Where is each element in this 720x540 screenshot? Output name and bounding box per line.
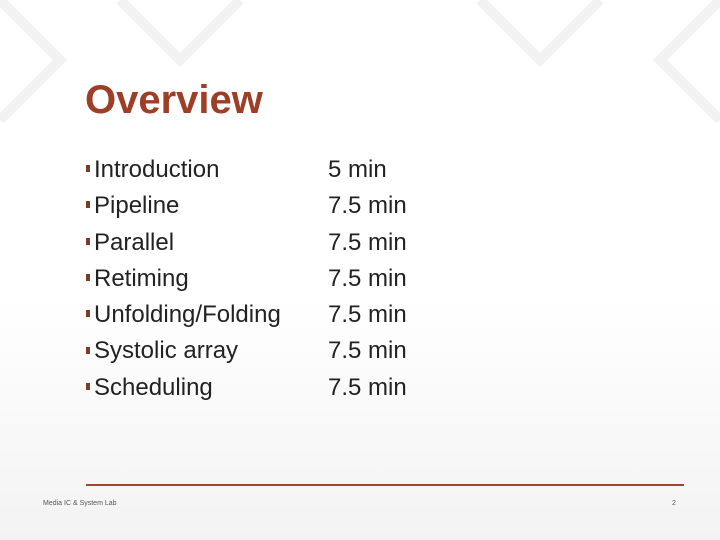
agenda-item-label: Scheduling [94,373,213,401]
agenda-item-label: Introduction [94,156,220,183]
agenda-item-label: Unfolding/Folding [94,301,281,329]
agenda-item-time: 7.5 min [328,192,407,220]
footer-text: Media IC & System Lab [43,500,117,507]
bullet-icon [86,201,90,208]
agenda-item [86,370,407,406]
agenda-item-label: Systolic array [94,337,239,365]
slide-title: Overview [85,78,263,122]
footer-divider [86,484,684,486]
bullet-icon [86,347,90,354]
agenda-item-time: 7.5 min [328,264,407,292]
agenda-item-time: 5 min [328,156,387,183]
agenda-item-label: Parallel [94,228,175,256]
agenda-item [86,261,407,297]
agenda-item-label: Retiming [94,264,189,292]
agenda-item-time: 7.5 min [328,337,407,365]
agenda-item-label: Pipeline [94,192,180,220]
agenda-item [86,333,407,369]
bullet-icon [86,165,90,172]
agenda-item [86,297,407,333]
agenda-item-time: 7.5 min [328,373,407,401]
bullet-icon [86,238,90,245]
page-number: 2 [672,500,676,507]
bullet-icon [86,383,90,390]
bullet-icon [86,310,90,317]
agenda-item-time: 7.5 min [328,301,407,329]
agenda-item-time: 7.5 min [328,228,407,256]
agenda-list [86,152,407,406]
agenda-item [86,188,407,224]
agenda-item [86,225,407,261]
bullet-icon [86,274,90,281]
agenda-item [86,152,387,188]
